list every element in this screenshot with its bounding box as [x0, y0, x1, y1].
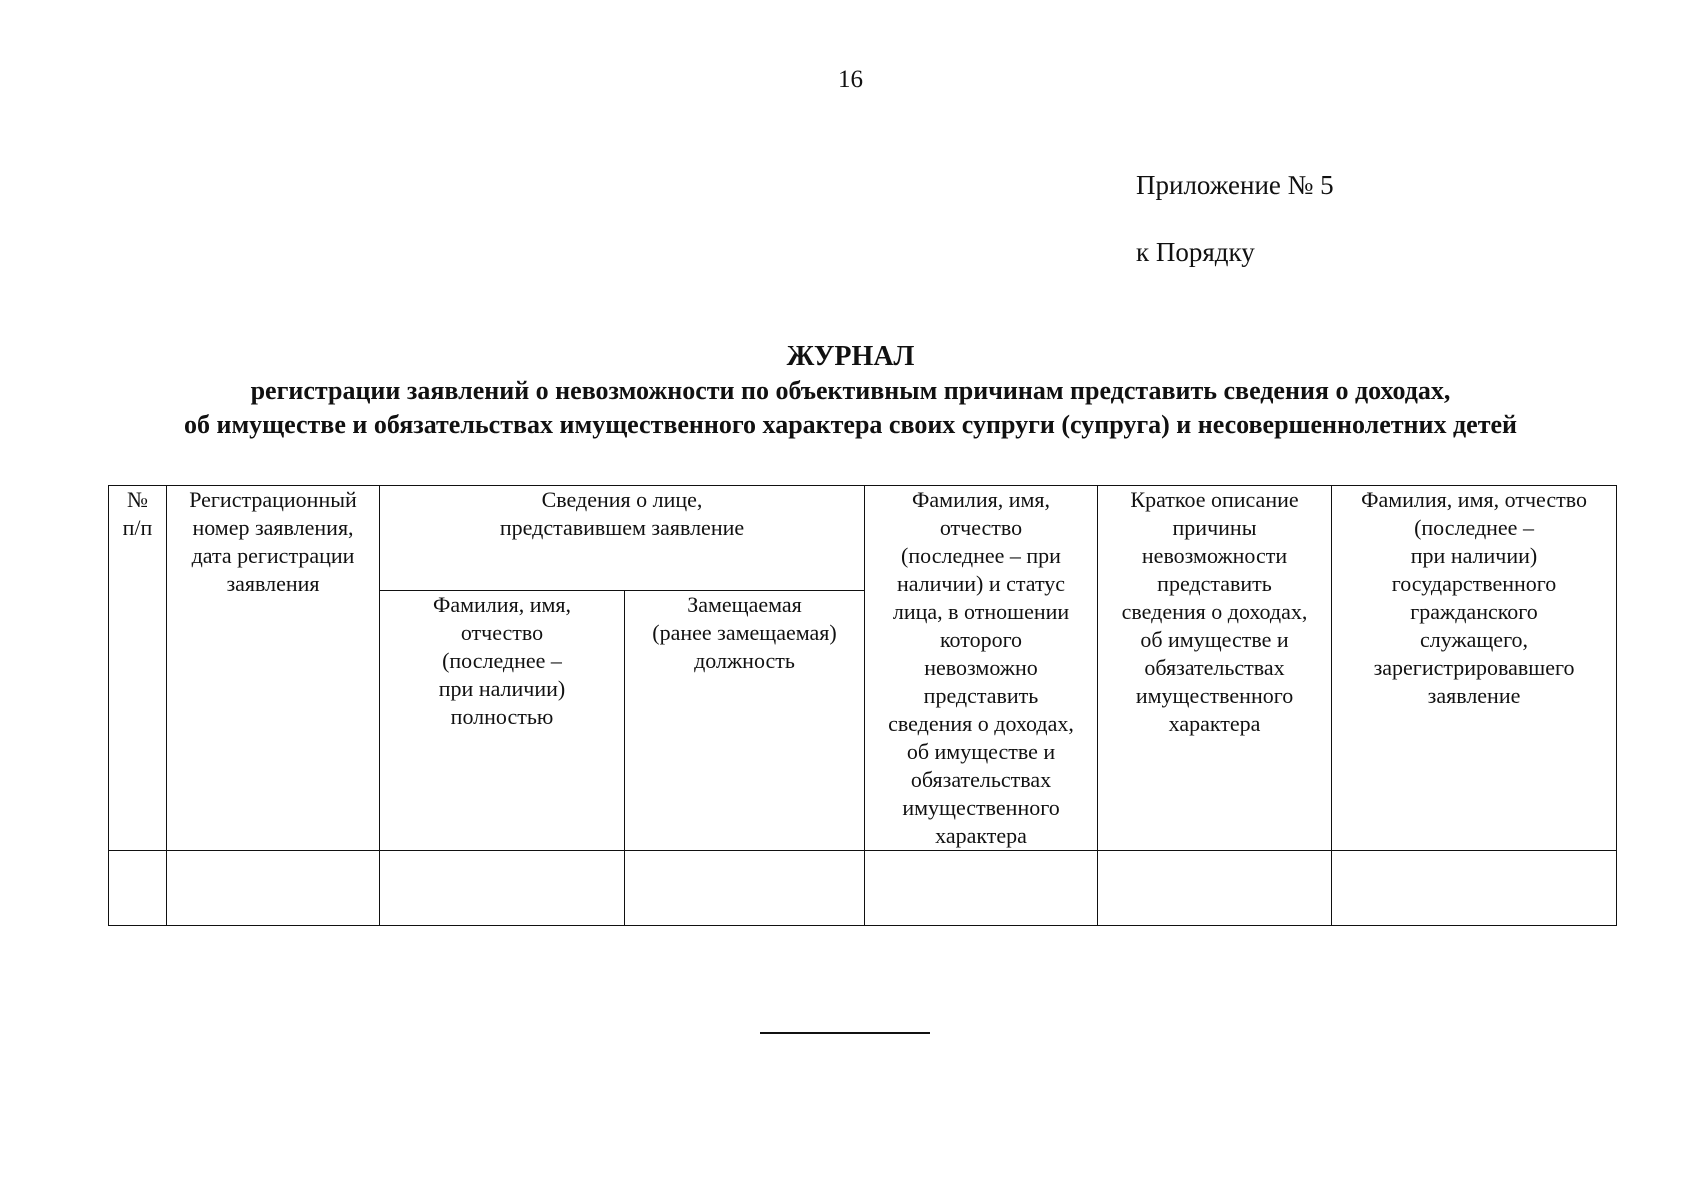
header-applicant-position: Замещаемая (ранее замещаемая) должность: [625, 591, 865, 851]
header-subject-person: Фамилия, имя, отчество (последнее – при наличии) и статус лица, в отношении которого невозможно представить сведения о доходах, об имуществе и обязательствах имущественного характера: [865, 486, 1098, 851]
header-row-1: [109, 486, 1617, 591]
table-cell[interactable]: [167, 851, 380, 926]
header-applicant-name: Фамилия, имя, отчество (последнее – при наличии) полностью: [380, 591, 625, 851]
table-cell[interactable]: [1332, 851, 1617, 926]
table-cell[interactable]: [625, 851, 865, 926]
table-cell[interactable]: [865, 851, 1098, 926]
document-title: [0, 340, 1701, 442]
appendix-number: Приложение № 5: [1136, 170, 1334, 200]
title-subtitle-line-2: об имуществе и обязательствах имущественного характера своих супруги (супруга) и несовершеннолетних детей: [183, 410, 1518, 439]
journal-table: [108, 485, 1617, 926]
header-applicant-group: Сведения о лице, представившем заявление: [380, 486, 865, 591]
header-reg-number: Регистрационный номер заявления, дата регистрации заявления: [167, 486, 380, 851]
header-num: № п/п: [109, 486, 167, 851]
title-main: ЖУРНАЛ: [786, 341, 915, 372]
table-cell[interactable]: [380, 851, 625, 926]
title-subtitle-line-1: регистрации заявлений о невозможности по объективным причинам представить сведения о доходах,: [250, 376, 1451, 405]
footer-divider: [760, 1032, 930, 1034]
header-registrar: Фамилия, имя, отчество (последнее – при наличии) государственного гражданского служащего, зарегистрировавшего заявление: [1332, 486, 1617, 851]
page-number: 16: [838, 66, 863, 93]
appendix-reference: к Порядку: [1136, 237, 1255, 267]
table-cell[interactable]: [1098, 851, 1332, 926]
header-reason: Краткое описание причины невозможности представить сведения о доходах, об имуществе и обязательствах имущественного характера: [1098, 486, 1332, 851]
table-cell[interactable]: [109, 851, 167, 926]
table-row: [109, 851, 1617, 926]
